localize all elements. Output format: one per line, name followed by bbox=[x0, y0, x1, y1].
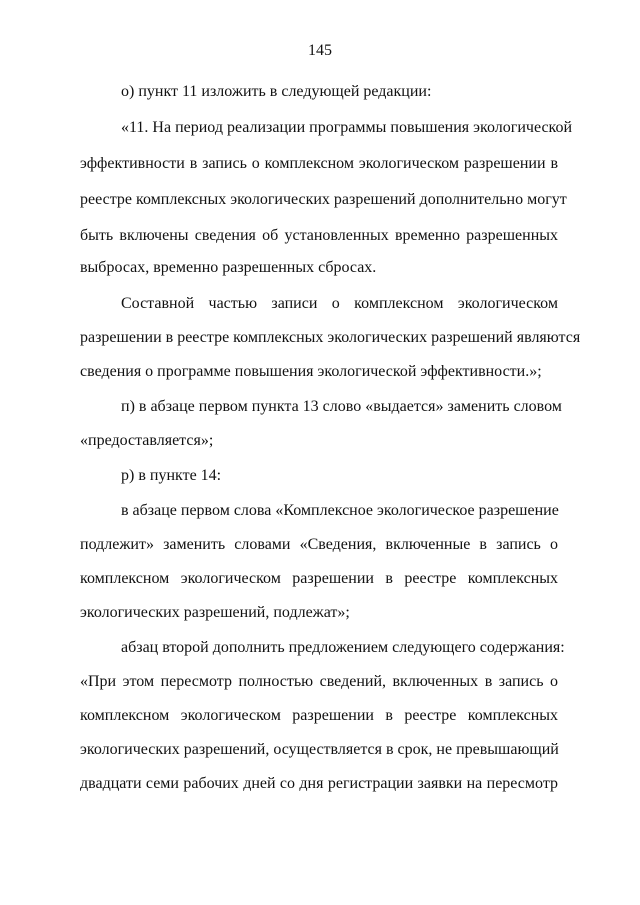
text-line: «11. На период реализации программы повышения экологической bbox=[121, 119, 573, 136]
text-line: р) в пункте 14: bbox=[121, 467, 222, 484]
text-line: в абзаце первом слова «Комплексное экологическое разрешение bbox=[121, 502, 559, 519]
text-line: выбросах, временно разрешенных сбросах. bbox=[80, 259, 377, 276]
text-line: комплексном экологическом разрешении в реестре комплексных bbox=[80, 707, 558, 724]
text-line: подлежит» заменить словами «Сведения, включенные в запись о bbox=[80, 536, 558, 553]
text-line: экологических разрешений, подлежат»; bbox=[80, 604, 350, 621]
text-line: экологических разрешений, осуществляется в срок, не превышающий bbox=[80, 741, 559, 758]
text-line: Составной частью записи о комплексном экологическом bbox=[121, 295, 558, 312]
text-line: комплексном экологическом разрешении в реестре комплексных bbox=[80, 570, 558, 587]
text-line: «При этом пересмотр полностью сведений, включенных в запись о bbox=[80, 673, 558, 690]
text-line: двадцати семи рабочих дней со дня регистрации заявки на пересмотр bbox=[80, 775, 558, 792]
text-line: о) пункт 11 изложить в следующей редакции: bbox=[121, 83, 432, 100]
text-line: сведения о программе повышения экологической эффективности.»; bbox=[80, 363, 542, 380]
text-line: быть включены сведения об установленных временно разрешенных bbox=[80, 227, 558, 244]
text-line: реестре комплексных экологических разрешений дополнительно могут bbox=[80, 191, 567, 208]
text-line: абзац второй дополнить предложением следующего содержания: bbox=[121, 639, 565, 656]
text-line: эффективности в запись о комплексном экологическом разрешении в bbox=[80, 155, 558, 172]
page-number: 145 bbox=[308, 42, 332, 59]
text-line: «предоставляется»; bbox=[80, 432, 214, 449]
text-line: разрешении в реестре комплексных экологических разрешений являются bbox=[80, 329, 581, 346]
text-line: п) в абзаце первом пункта 13 слово «выдается» заменить словом bbox=[121, 398, 562, 415]
